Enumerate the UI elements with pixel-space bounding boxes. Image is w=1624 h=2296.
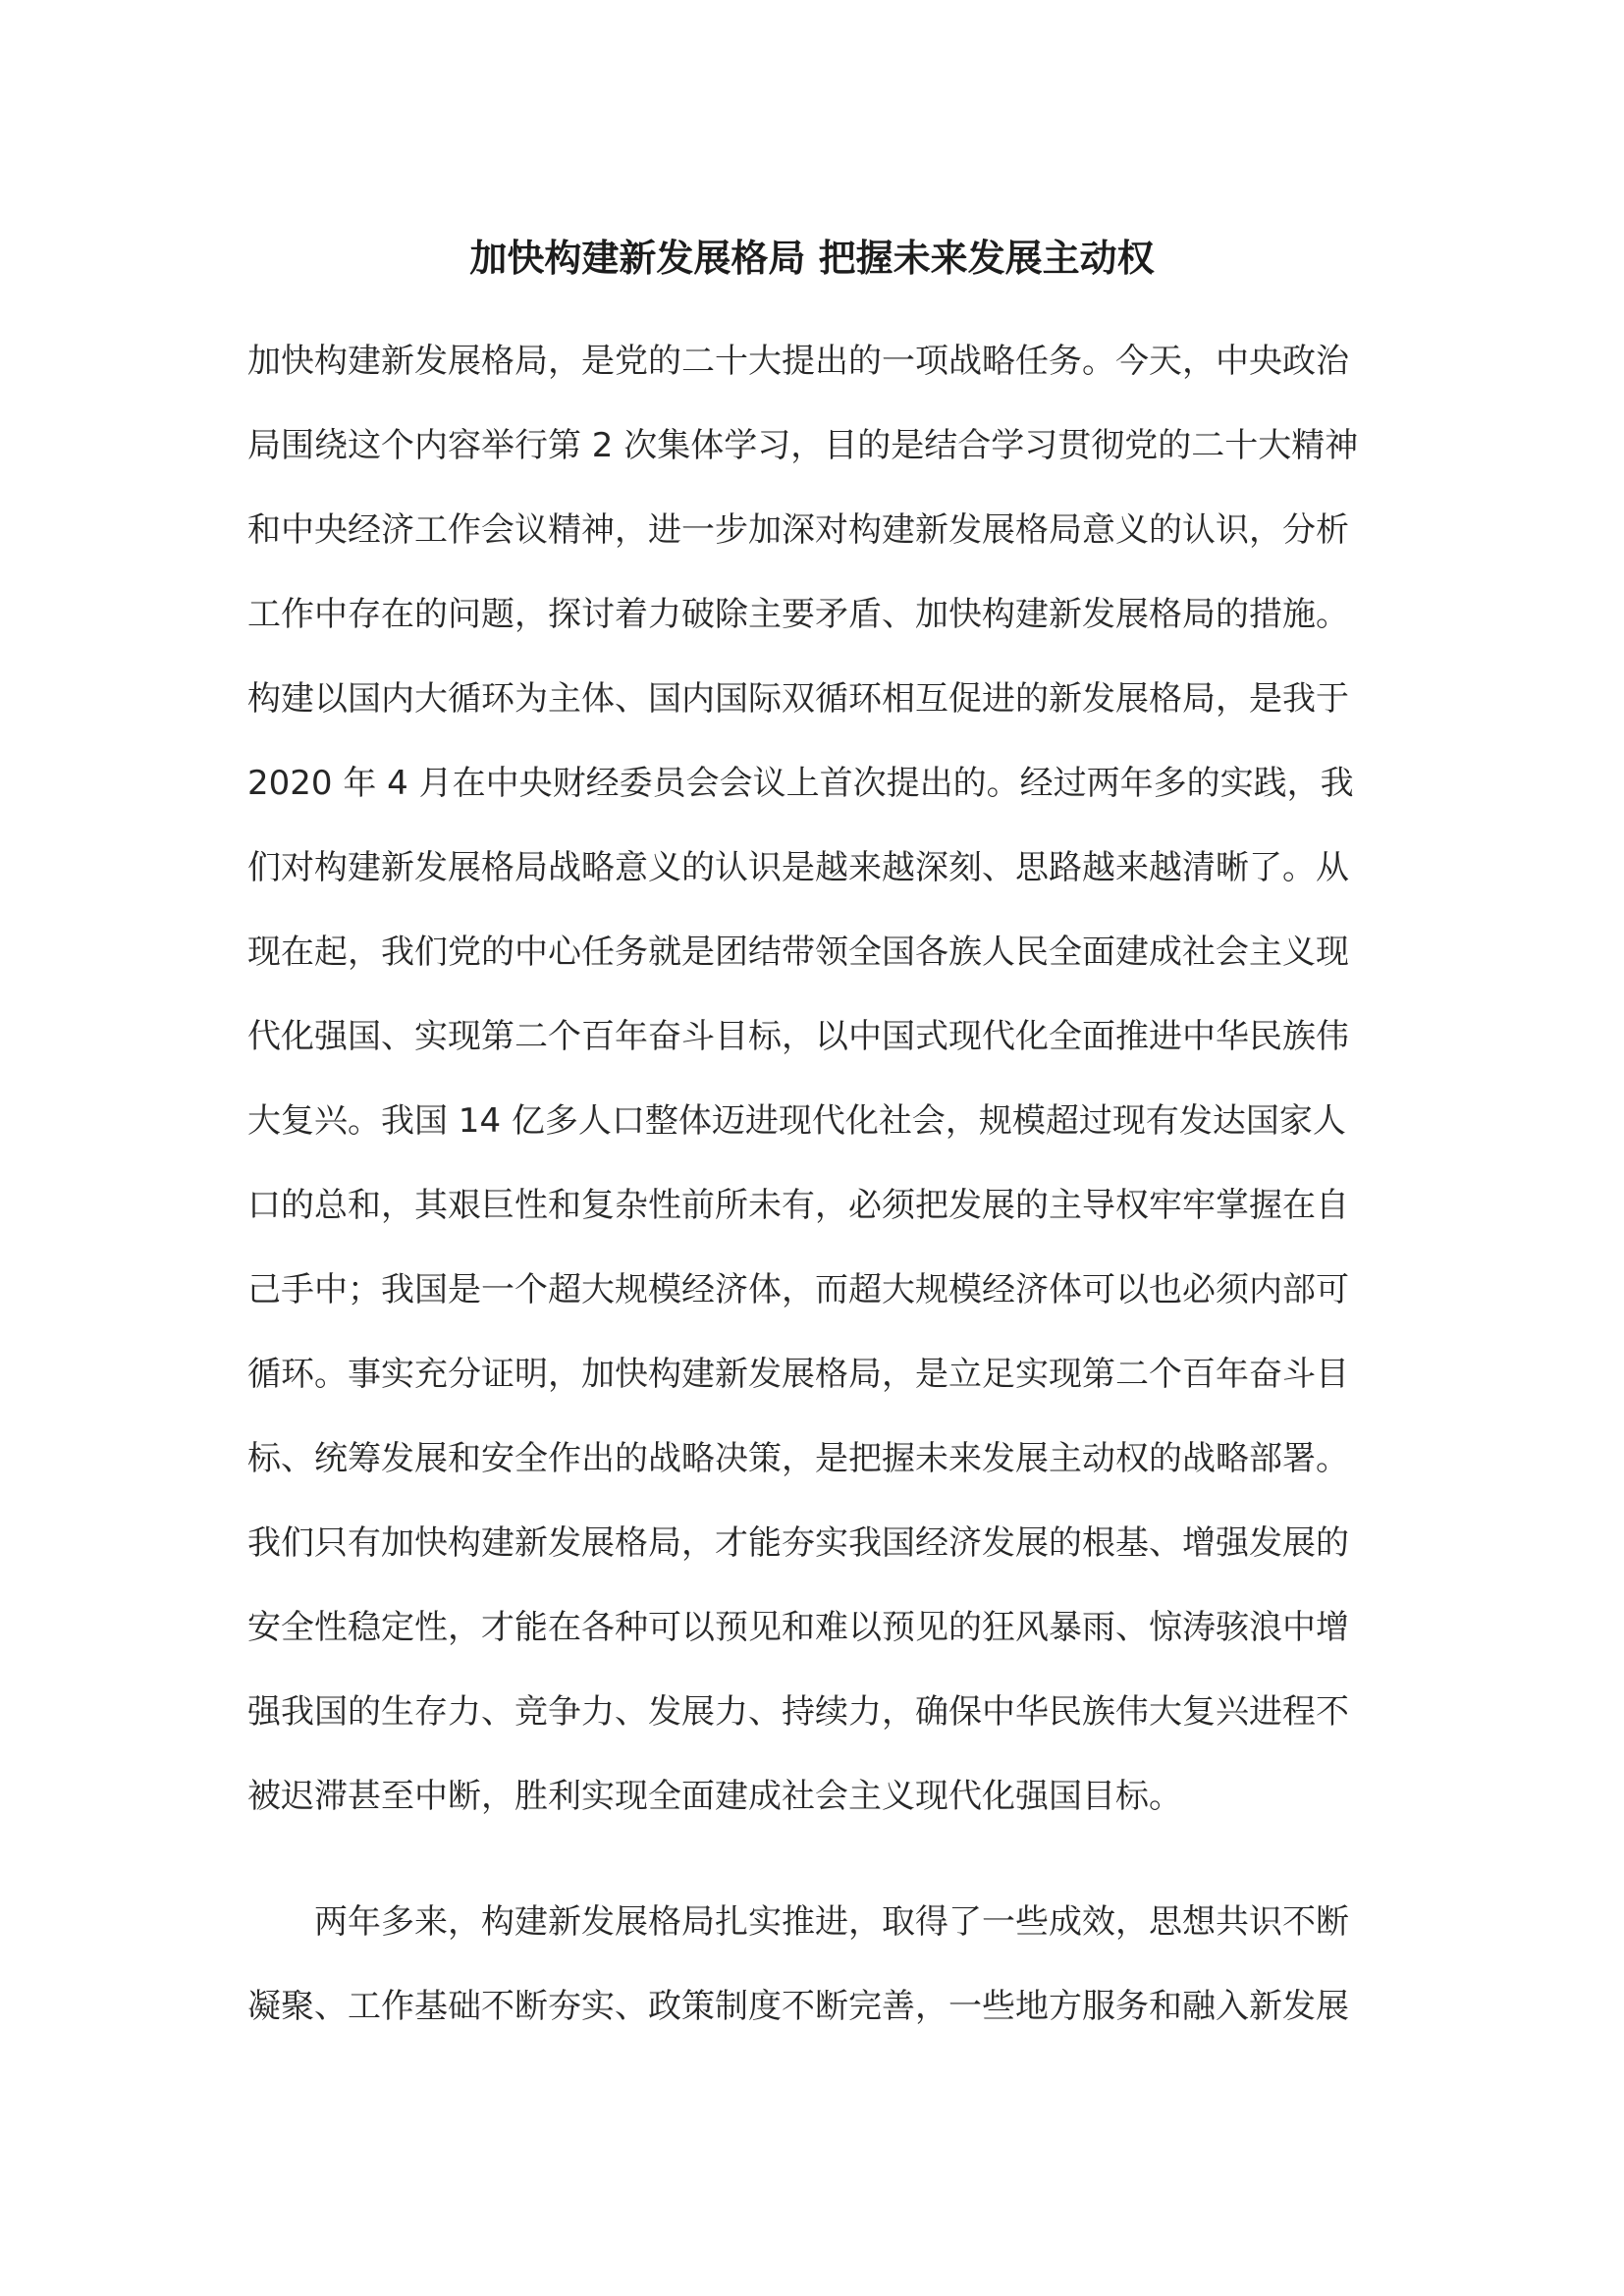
text-line: 己手中；我国是一个超大规模经济体，而超大规模经济体可以也必须内部可: [247, 1270, 1349, 1309]
text-line: 2020 年 4 月在中央财经委员会会议上首次提出的。经过两年多的实践，我: [247, 764, 1354, 803]
text-line: 们对构建新发展格局战略意义的认识是越来越深刻、思路越来越清晰了。从: [247, 848, 1349, 887]
text-line: 大复兴。我国 14 亿多人口整体迈进现代化社会，规模超过现有发达国家人: [247, 1101, 1346, 1141]
text-line: 代化强国、实现第二个百年奋斗目标，以中国式现代化全面推进中华民族伟: [247, 1017, 1349, 1056]
text-line: 强我国的生存力、竞争力、发展力、持续力，确保中华民族伟大复兴进程不: [247, 1692, 1349, 1732]
text-line: 循环。事实充分证明，加快构建新发展格局，是立足实现第二个百年奋斗目: [247, 1355, 1349, 1394]
text-line: 我们只有加快构建新发展格局，才能夯实我国经济发展的根基、增强发展的: [247, 1523, 1349, 1563]
text-line: 口的总和，其艰巨性和复杂性前所未有，必须把发展的主导权牢牢掌握在自: [247, 1186, 1349, 1225]
text-line: 工作中存在的问题，探讨着力破除主要矛盾、加快构建新发展格局的措施。: [247, 595, 1349, 634]
text-line: 凝聚、工作基础不断夯实、政策制度不断完善，一些地方服务和融入新发展: [247, 1987, 1349, 2026]
text-line: 标、统筹发展和安全作出的战略决策，是把握未来发展主动权的战略部署。: [247, 1439, 1349, 1478]
text-line: 被迟滞甚至中断，胜利实现全面建成社会主义现代化强国目标。: [247, 1777, 1182, 1816]
text-line: 两年多来，构建新发展格局扎实推进，取得了一些成效，思想共识不断: [314, 1902, 1349, 1942]
text-line: 局围绕这个内容举行第 2 次集体学习，目的是结合学习贯彻党的二十大精神: [247, 426, 1359, 465]
text-line: 安全性稳定性，才能在各种可以预见和难以预见的狂风暴雨、惊涛骇浪中增: [247, 1608, 1349, 1647]
paragraph-1: [247, 319, 1386, 1839]
paragraph-2: [247, 1880, 1386, 2049]
text-line: 现在起，我们党的中心任务就是团结带领全国各族人民全面建成社会主义现: [247, 933, 1349, 972]
text-line: 加快构建新发展格局，是党的二十大提出的一项战略任务。今天，中央政治: [247, 342, 1349, 381]
document-title: 加快构建新发展格局 把握未来发展主动权: [469, 237, 1155, 280]
text-line: 和中央经济工作会议精神，进一步加深对构建新发展格局意义的认识，分析: [247, 510, 1349, 550]
text-line: 构建以国内大循环为主体、国内国际双循环相互促进的新发展格局，是我于: [247, 679, 1349, 719]
